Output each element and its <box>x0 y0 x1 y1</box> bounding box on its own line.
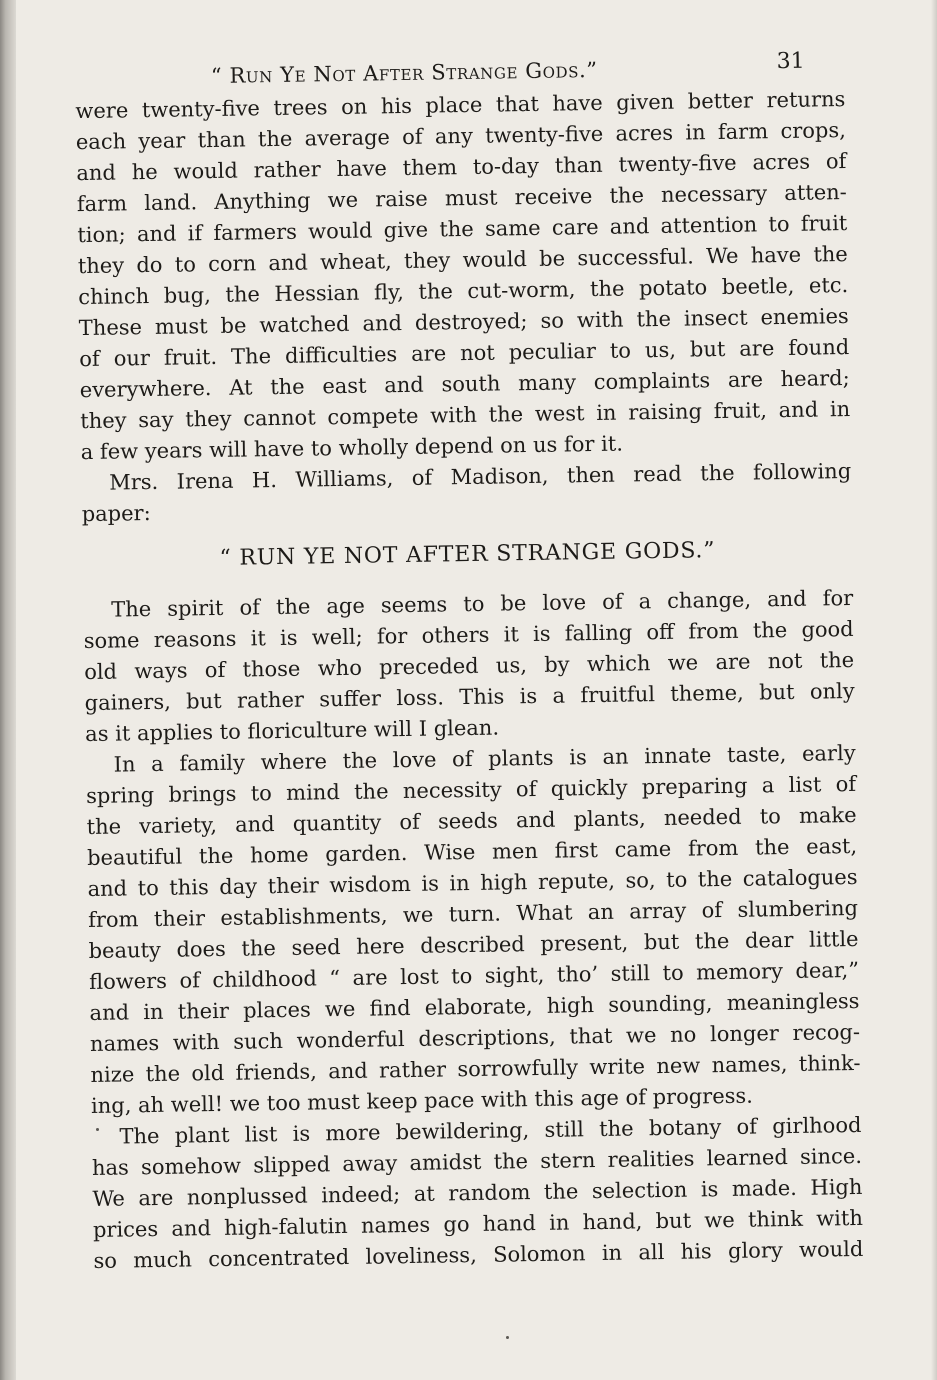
text-line: These must be watched and destroyed; so with the insect enemies <box>78 303 849 341</box>
text-line: paper: <box>81 500 151 527</box>
text-line: and in their places we find elaborate, high sounding, meaningless <box>89 988 860 1026</box>
article-title: “ RUN YE NOT AFTER STRANGE GODS.” <box>219 538 716 571</box>
text-line: has somehow slipped away amidst the stern realities learned since. <box>91 1143 863 1180</box>
text-line: they say they cannot compete with the west in raising fruit, and in <box>80 396 851 434</box>
text-line: tion; and if farmers would give the same care and attention to fruit <box>77 211 848 248</box>
running-title: “ Run Ye Not After Strange Gods.” <box>210 57 598 88</box>
text-line: everywhere. At the east and south many complaints are heard; <box>79 365 850 403</box>
paragraph-spirit-of-age <box>83 583 855 750</box>
text-line: In a family where the love of plants is an innate taste, early <box>113 740 856 777</box>
book-page <box>74 34 863 1277</box>
text-line: a few years will have to wholly depend on us for it. <box>80 431 624 465</box>
text-line: some reasons it is well; for others it is falling off from the good <box>83 616 854 654</box>
text-line: The spirit of the age seems to be love of a change, and for <box>111 585 854 622</box>
text-line: so much concentrated loveliness, Solomon in all his glory would <box>93 1236 864 1273</box>
text-line: and he would rather have them to-day than twenty-five acres of <box>76 149 847 186</box>
text-line: from their establishments, we turn. What an array of slumbering <box>87 895 859 933</box>
paragraph-family-plants <box>85 738 861 1122</box>
paragraph-introduction <box>81 456 852 530</box>
text-line: flowers of childhood “ are lost to sight, tho’ still to memory dear,” <box>88 957 860 995</box>
text-line: farm land. Anything we raise must receive the necessary atten- <box>76 180 847 217</box>
text-line: gainers, but rather suffer loss. This is a fruitful theme, but only <box>84 678 855 716</box>
text-line: as it applies to floriculture will I glean. <box>84 715 500 747</box>
text-line: the variety, and quantity of seeds and plants, needed to make <box>86 802 857 840</box>
scan-right-edge <box>931 0 937 1380</box>
scan-speck <box>96 1128 99 1131</box>
text-line: they do to corn and wheat, they would be successful. We have the <box>77 242 848 279</box>
scan-binding-edge <box>0 0 16 1380</box>
text-line: The plant list is more bewildering, still the botany of girlhood <box>119 1112 862 1149</box>
scan-speck <box>506 1336 509 1339</box>
paragraph-plant-list <box>91 1110 863 1277</box>
paragraph-fruit-returns <box>75 84 851 468</box>
text-line: beauty does the seed here described present, but the dear little <box>88 926 859 964</box>
text-line: prices and high-falutin names go hand in hand, but we think with <box>92 1205 864 1242</box>
text-line: beautiful the home garden. Wise men first came from the east, <box>86 833 858 871</box>
text-line: chinch bug, the Hessian fly, the cut-worm, the potato beetle, etc. <box>78 272 849 310</box>
text-line: Mrs. Irena H. Williams, of Madison, then read the following <box>109 458 852 495</box>
text-line: ing, ah well! we too must keep pace with this age of progress. <box>90 1083 754 1118</box>
text-line: of our fruit. The difficulties are not peculiar to us, but are found <box>79 334 850 372</box>
text-line: and to this day their wisdom is in high repute, so, to the catalogues <box>87 864 858 902</box>
text-line: names with such wonderful descriptions, that we no longer recog- <box>89 1019 861 1056</box>
page-number: 31 <box>776 48 805 75</box>
text-line: We are nonplussed indeed; at random the selection is made. High <box>92 1174 863 1211</box>
text-line: old ways of those who preceded us, by which we are not the <box>84 647 855 685</box>
text-line: nize the old friends, and rather sorrowfully write new names, think- <box>90 1050 861 1087</box>
text-line: were twenty-five trees on his place that have given better returns <box>75 87 846 124</box>
text-line: each year than the average of any twenty-five acres in farm crops, <box>75 118 846 155</box>
text-line: spring brings to mind the necessity of quickly preparing a list of <box>85 771 857 809</box>
